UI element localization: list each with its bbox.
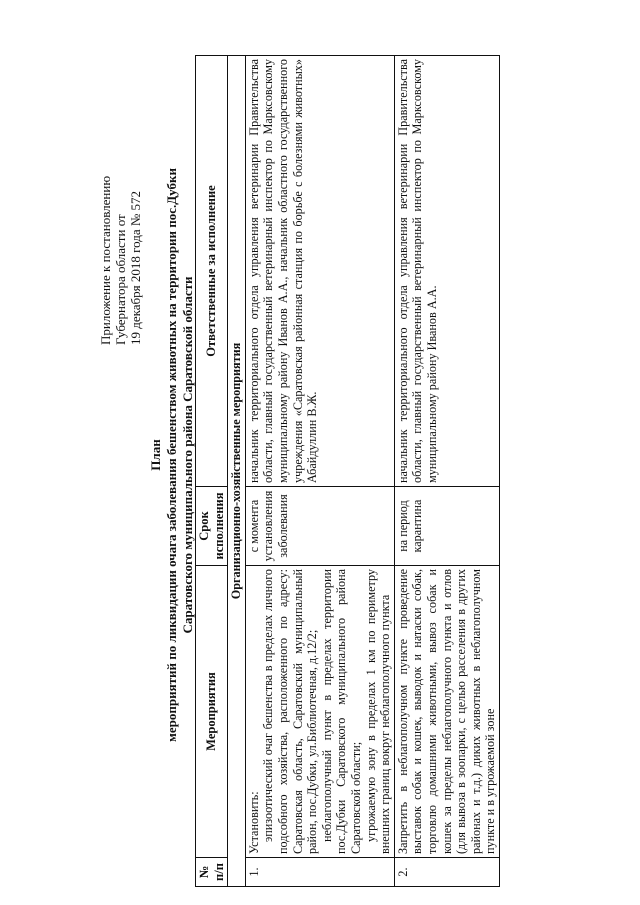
header-num: № п/п xyxy=(196,858,228,887)
table-header-row xyxy=(196,56,228,887)
appendix-note xyxy=(98,15,143,345)
activity-paragraph: Запретить в неблагополучном пункте проведение выставок собак и кошек, выводок и натаски собак, торговлю домашними животными, вывоз собак и кошек за пределы неблагополучного пункта и отлов (для вывоза в зоопарки, с целью расселения в других районах и т.д.) диких животных в неблагополучном пункте и в угрожаемой зоне xyxy=(395,569,498,854)
row-responsible: начальник территориального отдела управления ветеринарии Правительства области, главный государственный ветеринарный инспектор по Марксовскому муниципальному району Иванов А.А., начальник областного государственного учреждения «Саратовская районная станция по борьбе с болезнями животных» Абайдуллин В.Ж. xyxy=(245,56,394,487)
title-heading: План xyxy=(148,439,163,471)
appendix-line: 19 декабря 2018 года № 572 xyxy=(128,190,143,345)
section-row xyxy=(228,56,246,887)
appendix-line: Приложение к постановлению xyxy=(98,175,113,345)
title-line: Саратовского муниципального района Саратовской области xyxy=(180,276,195,634)
activity-paragraph: Установить: xyxy=(246,791,261,854)
row-num: 2. xyxy=(394,858,499,887)
document-title xyxy=(148,45,196,865)
row-activity xyxy=(245,566,394,858)
row-term: с момента установления заболевания xyxy=(245,487,394,566)
header-activity: Мероприятия xyxy=(196,566,228,858)
header-responsible: Ответственные за исполнение xyxy=(196,56,228,487)
row-num: 1. xyxy=(245,858,394,887)
activity-paragraph: угрожаемую зону в пределах 1 км по периметру внешних границ вокруг неблагополучного пункта xyxy=(363,569,393,854)
table-row xyxy=(245,56,394,887)
header-term: Срок исполнения xyxy=(196,487,228,566)
row-term: на период карантина xyxy=(394,487,499,566)
appendix-line: Губернатора области от xyxy=(113,214,128,345)
activity-paragraph: эпизоотический очаг бешенства в пределах личного подсобного хозяйства, расположенного по адресу: Саратовская область, Саратовский муниципальный район, пос.Дубки, ул.Библиотечная, д.12/2; xyxy=(261,569,320,854)
section-title: Организационно-хозяйственные мероприятия xyxy=(228,56,246,887)
row-activity xyxy=(394,566,499,858)
table-row xyxy=(394,56,499,887)
title-line: мероприятий по ликвидации очага заболевания бешенством животных на территории пос.Дубки xyxy=(164,168,179,742)
plan-table xyxy=(195,55,500,887)
row-responsible: начальник территориального отдела управления ветеринарии Правительства области, главный государственный ветеринарный инспектор по Марксовскому муниципальному району Иванов А.А. xyxy=(394,56,499,487)
activity-paragraph: неблагополучный пункт в пределах территории пос.Дубки Саратовского муниципального района Саратовской области; xyxy=(319,569,363,854)
